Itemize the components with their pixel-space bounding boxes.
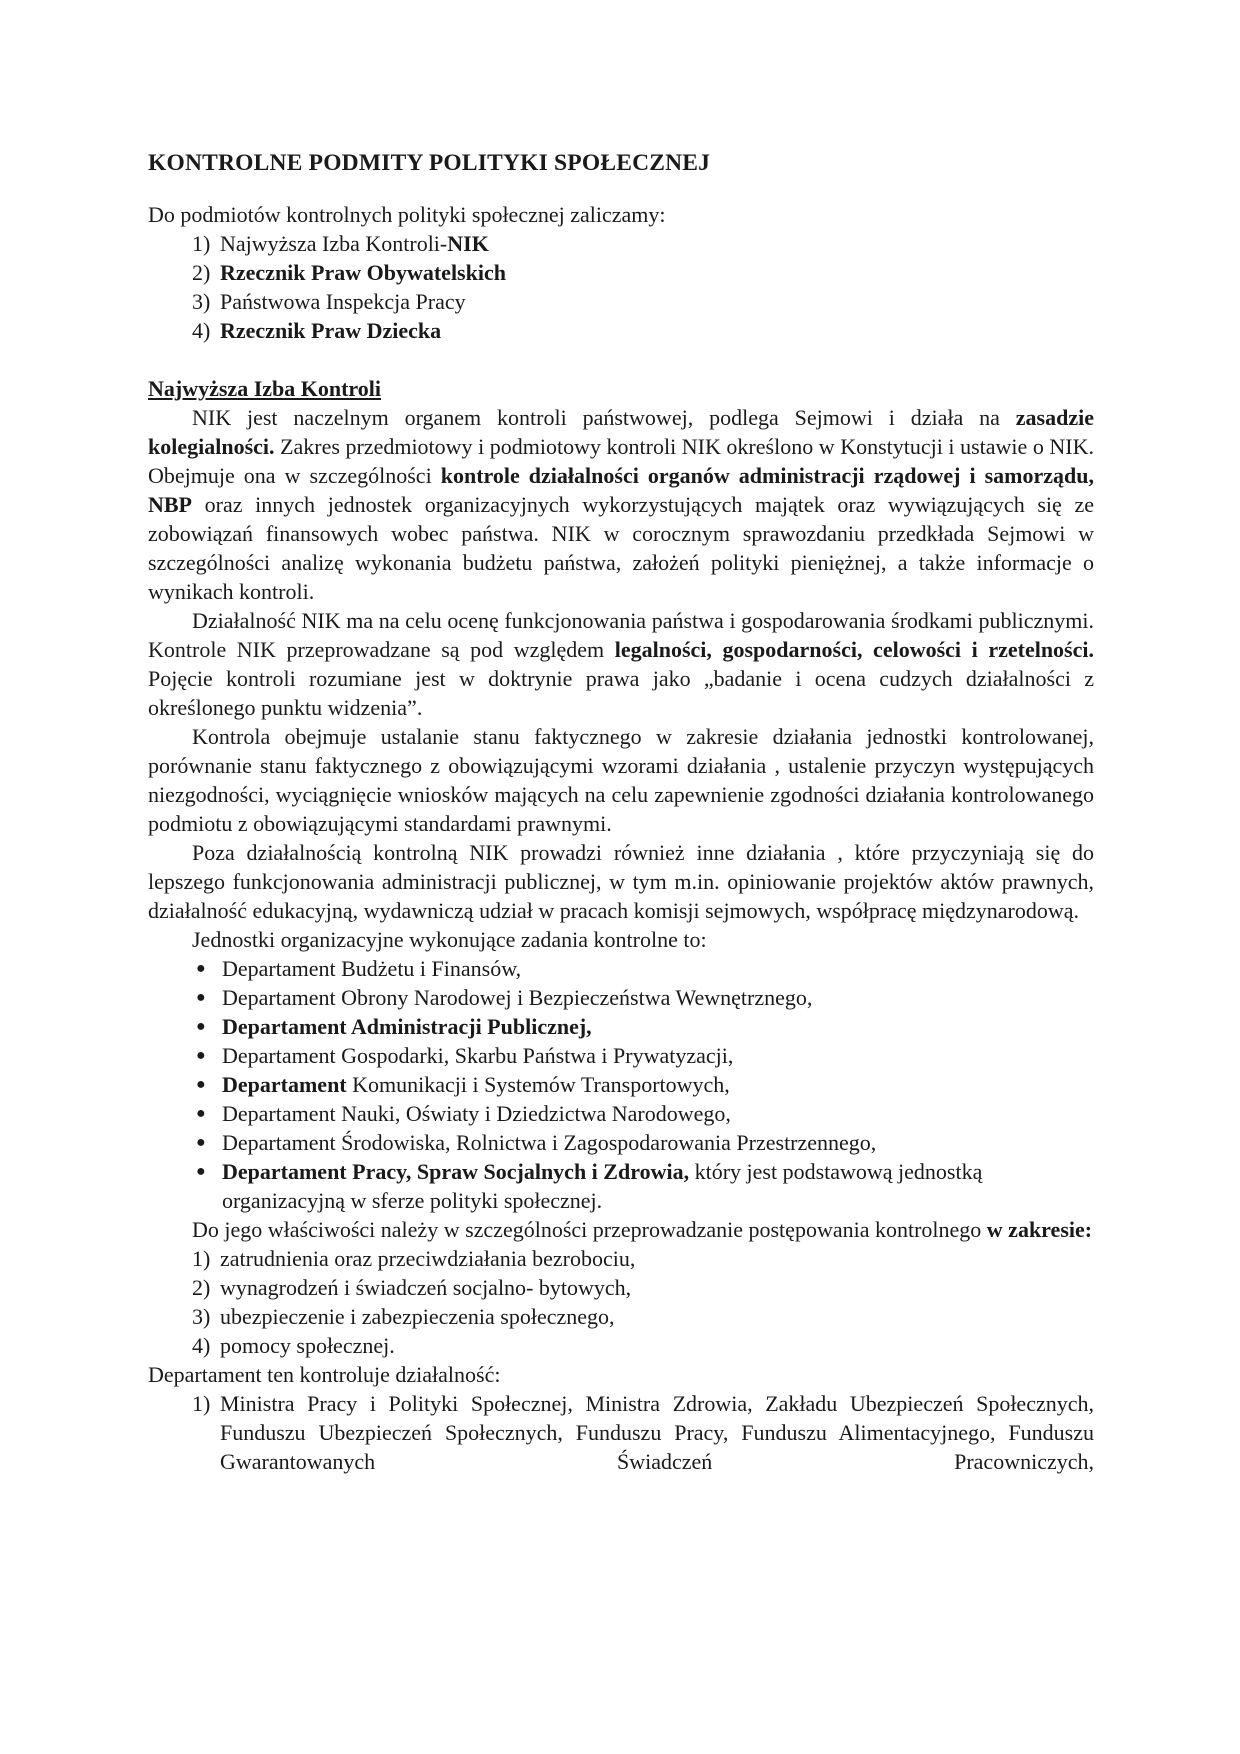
paragraph: Do jego właściwości należy w szczególności przeprowadzanie postępowania kontrolnego w zakresie: bbox=[192, 1217, 1093, 1242]
bullet-icon: ● bbox=[196, 989, 206, 1006]
paragraph: Poza działalnością kontrolną NIK prowadzi również inne działania , które przyczyniają się do lepszego funkcjonowania administracji publicznej, w tym m.in. opiniowanie projektów aktów prawnych, działalność edukacyjną, wydawniczą udział w pracach komisji sejmowych, współpracę międzynarodową. bbox=[148, 840, 1094, 923]
list-item: 1) zatrudnienia oraz przeciwdziałania bezrobociu, bbox=[192, 1246, 636, 1271]
bullet-icon: ● bbox=[196, 1105, 206, 1122]
bullet-icon: ● bbox=[196, 1134, 206, 1151]
entities-list bbox=[148, 229, 1094, 345]
list-item: 3) Państwowa Inspekcja Pracy bbox=[192, 289, 466, 314]
document-title: KONTROLNE PODMITY POLITYKI SPOŁECZNEJ bbox=[148, 150, 711, 176]
list-item: 3) ubezpieczenie i zabezpieczenia społecznego, bbox=[192, 1304, 615, 1329]
paragraph: Kontrola obejmuje ustalanie stanu faktycznego w zakresie działania jednostki kontrolowanej, porównanie stanu faktycznego z obowiązującymi wzorami działania , ustalenie przyczyn występujących niezgodności, wyciągnięcie wniosków mających na celu zapewnienie zgodności działania kontrolowanego podmiotu z obowiązującymi standardami prawnymi. bbox=[148, 724, 1094, 836]
list-item: 4) Rzecznik Praw Dziecka bbox=[192, 318, 442, 343]
departments-list bbox=[148, 954, 1094, 1215]
list-item: ● Departament Środowiska, Rolnictwa i Zagospodarowania Przestrzennego, bbox=[196, 1130, 877, 1155]
controls-list bbox=[148, 1389, 1094, 1476]
list-item: ● Departament Obrony Narodowej i Bezpieczeństwa Wewnętrznego, bbox=[196, 985, 813, 1010]
list-item: ● Departament Gospodarki, Skarbu Państwa i Prywatyzacji, bbox=[196, 1043, 734, 1068]
list-item: ● Departament Budżetu i Finansów, bbox=[196, 956, 522, 981]
list-item: 1) Najwyższa Izba Kontroli-NIK bbox=[192, 231, 489, 256]
list-item: 2) Rzecznik Praw Obywatelskich bbox=[192, 260, 506, 285]
bullet-icon: ● bbox=[196, 1018, 206, 1035]
list-item: 2) wynagrodzeń i świadczeń socjalno- bytowych, bbox=[192, 1275, 632, 1300]
list-item: ● Departament Komunikacji i Systemów Transportowych, bbox=[196, 1072, 730, 1097]
paragraph: NIK jest naczelnym organem kontroli państwowej, podlega Sejmowi i działa na zasadzie kolegialności. Zakres przedmiotowy i podmiotowy kontroli NIK określono w Konstytucji i ustawie o NIK. Obejmuje ona w szczególności kontrole działalności organów administracji rządowej i samorządu, NBP oraz innych jednostek organizacyjnych wykorzystujących majątek oraz wywiązujących się ze zobowiązań finansowych wobec państwa. NIK w corocznym sprawozdaniu przedkłada Sejmowi w szczególności analizę wykonania budżetu państwa, założeń polityki pieniężnej, a także informacje o wynikach kontroli. bbox=[148, 405, 1095, 604]
paragraph: Departament ten kontroluje działalność: bbox=[148, 1362, 501, 1387]
paragraph: Działalność NIK ma na celu ocenę funkcjonowania państwa i gospodarowania środkami publicznymi. Kontrole NIK przeprowadzane są pod względem legalności, gospodarności, celowości i rzetelności. Pojęcie kontroli rozumiane jest w doktrynie prawa jako „badanie i ocena cudzych działalności z określonego punktu widzenia”. bbox=[148, 608, 1094, 720]
scope-list bbox=[148, 1244, 1094, 1360]
list-item: ● Departament Administracji Publicznej, bbox=[196, 1014, 592, 1039]
list-item: 4) pomocy społecznej. bbox=[192, 1333, 395, 1358]
bullet-icon: ● bbox=[196, 1047, 206, 1064]
intro-text: Do podmiotów kontrolnych polityki społecznej zaliczamy: bbox=[148, 202, 666, 227]
paragraph: Jednostki organizacyjne wykonujące zadania kontrolne to: bbox=[192, 927, 707, 952]
section-heading-nik: Najwyższa Izba Kontroli bbox=[148, 376, 382, 401]
bullet-icon: ● bbox=[196, 1076, 206, 1093]
bullet-icon: ● bbox=[196, 960, 206, 977]
document-page bbox=[148, 148, 1094, 1476]
list-item: ● Departament Nauki, Oświaty i Dziedzictwa Narodowego, bbox=[196, 1101, 731, 1126]
list-item: 1) Ministra Pracy i Polityki Społecznej, Ministra Zdrowia, Zakładu Ubezpieczeń Społecznych, Funduszu Ubezpieczeń Społecznych, Funduszu Pracy, Funduszu Alimentacyjnego, Funduszu Gwarantowanych Świadczeń Pracowniczych, bbox=[192, 1391, 1094, 1474]
bullet-icon: ● bbox=[196, 1163, 206, 1180]
list-item: ● Departament Pracy, Spraw Socjalnych i Zdrowia, który jest podstawową jednostką organizacyjną w sferze polityki społecznej. bbox=[196, 1159, 983, 1213]
